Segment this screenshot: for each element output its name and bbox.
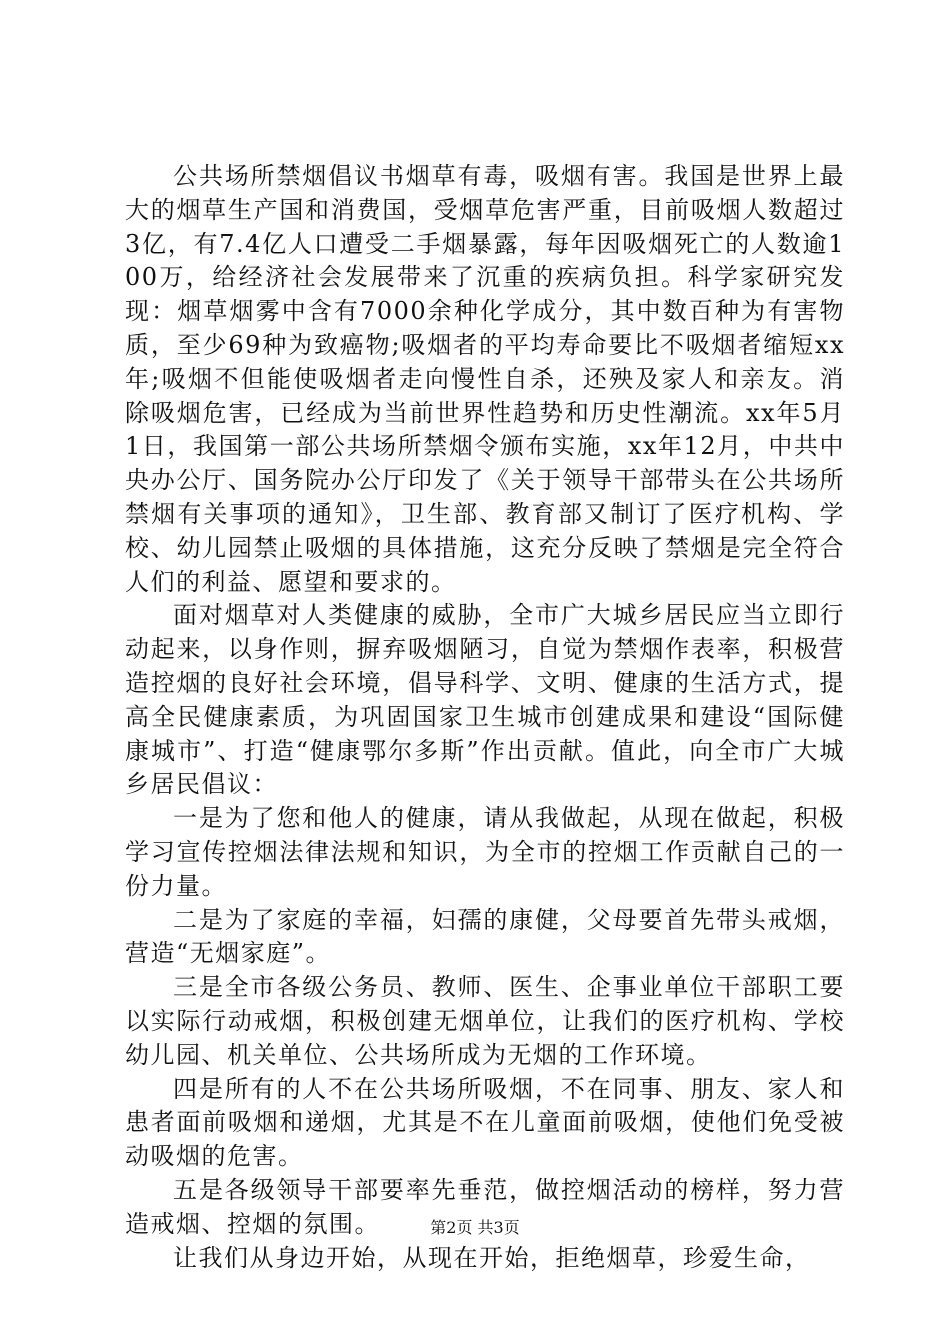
paragraph-item-2: 二是为了家庭的幸福，妇孺的康健，父母要首先带头戒烟，营造“无烟家庭”。 [125,905,845,968]
paragraph-item-1: 一是为了您和他人的健康，请从我做起，从现在做起，积极学习宣传控烟法律法规和知识，为全市的控烟工作贡献自己的一份力量。 [125,804,845,900]
document-body [125,160,845,1275]
paragraph-item-3: 三是全市各级公务员、教师、医生、企事业单位干部职工要以实际行动戒烟，积极创建无烟单位，让我们的医疗机构、学校幼儿园、机关单位、公共场所成为无烟的工作环境。 [125,973,845,1069]
paragraph-closing: 让我们从身边开始，从现在开始，拒绝烟草，珍爱生命， [173,1243,811,1272]
paragraph-appeal: 面对烟草对人类健康的威胁，全市广大城乡居民应当立即行动起来，以身作则，摒弃吸烟陋习，自觉为禁烟作表率，积极营造控烟的良好社会环境，倡导科学、文明、健康的生活方式，提高全民健康素质，为巩固国家卫生城市创建成果和建设“国际健康城市”、打造“健康鄂尔多斯”作出贡献。值此，向全市广大城乡居民倡议： [125,601,845,799]
paragraph-intro: 公共场所禁烟倡议书烟草有毒，吸烟有害。我国是世界上最大的烟草生产国和消费国，受烟草危害严重，目前吸烟人数超过3亿，有7.4亿人口遭受二手烟暴露，每年因吸烟死亡的人数逾100万，给经济社会发展带来了沉重的疾病负担。科学家研究发现：烟草烟雾中含有7000余种化学成分，其中数百种为有害物质，至少69种为致癌物;吸烟者的平均寿命要比不吸烟者缩短xx年;吸烟不但能使吸烟者走向慢性自杀，还殃及家人和亲友。消除吸烟危害，已经成为当前世界性趋势和历史性潮流。xx年5月1日，我国第一部公共场所禁烟令颁布实施，xx年12月，中共中央办公厅、国务院办公厅印发了《关于领导干部带头在公共场所禁烟有关事项的通知》，卫生部、教育部又制订了医疗机构、学校、幼儿园禁止吸烟的具体措施，这充分反映了禁烟是完全符合人们的利益、愿望和要求的。 [125,162,845,596]
paragraph-item-5: 五是各级领导干部要率先垂范，做控烟活动的榜样，努力营造戒烟、控烟的氛围。 [125,1175,845,1238]
page-number-footer: 第2页 共3页 [430,1218,520,1237]
paragraph-item-4: 四是所有的人不在公共场所吸烟，不在同事、朋友、家人和患者面前吸烟和递烟，尤其是不在儿童面前吸烟，使他们免受被动吸烟的危害。 [125,1074,845,1171]
